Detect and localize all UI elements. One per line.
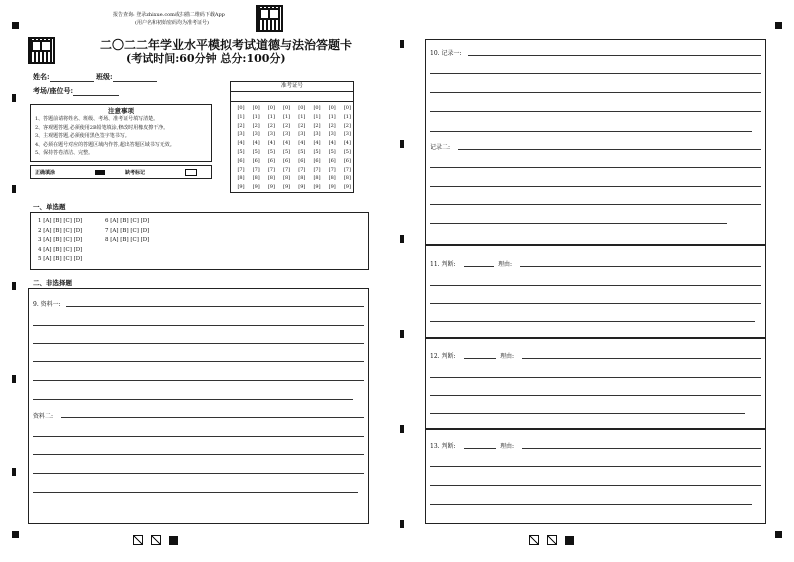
timing-mark <box>12 185 16 193</box>
exam-qr-code <box>28 37 55 64</box>
room-label: 考场/座位号: <box>33 86 74 95</box>
answer-line[interactable] <box>33 361 364 362</box>
answer-line[interactable] <box>33 325 364 326</box>
name-label: 姓名: <box>33 72 50 81</box>
answer-line[interactable] <box>522 358 761 359</box>
digit-bubble[interactable]: [2] <box>267 122 275 129</box>
digit-bubble[interactable]: [5] <box>237 148 245 155</box>
digit-bubble[interactable]: [2] <box>283 122 291 129</box>
q13-reason-label: 理由: <box>500 443 515 450</box>
exam-id-column[interactable] <box>295 104 309 192</box>
digit-bubble[interactable]: [6] <box>313 157 321 164</box>
digit-bubble[interactable]: [9] <box>237 184 245 191</box>
answer-line[interactable] <box>430 285 761 286</box>
exam-id-digit-grid[interactable] <box>231 102 353 194</box>
timing-mark <box>400 235 404 243</box>
section2-title: 二、非选择题 <box>33 279 72 287</box>
q10-label2: 记录二: <box>430 144 451 151</box>
digit-bubble[interactable]: [8] <box>328 175 336 182</box>
digit-bubble[interactable]: [9] <box>343 184 351 191</box>
answer-line[interactable] <box>430 131 752 132</box>
answer-line[interactable] <box>33 399 353 400</box>
digit-bubble[interactable]: [4] <box>252 140 260 147</box>
answer-line[interactable] <box>520 266 761 267</box>
timing-mark <box>775 531 782 538</box>
exam-id-column[interactable] <box>264 104 278 192</box>
exam-id-box[interactable] <box>230 81 354 193</box>
answer-line[interactable] <box>33 454 364 455</box>
digit-bubble[interactable]: [9] <box>298 184 306 191</box>
q12-answer-box[interactable] <box>425 338 766 429</box>
digit-bubble[interactable]: [0] <box>328 105 336 111</box>
digit-bubble[interactable]: [7] <box>328 166 336 173</box>
class-label: 班级: <box>96 72 113 81</box>
timing-mark <box>775 22 782 29</box>
answer-line[interactable] <box>522 448 761 449</box>
timing-mark <box>12 468 16 476</box>
choice-row[interactable]: 1 [A] [B] [C] [D] <box>38 218 83 224</box>
digit-bubble[interactable]: [1] <box>237 113 245 120</box>
digit-bubble[interactable]: [8] <box>313 175 321 182</box>
single-choice-box[interactable] <box>30 212 369 270</box>
answer-line[interactable] <box>430 504 752 505</box>
q11-answer-box[interactable] <box>425 245 766 338</box>
digit-bubble[interactable]: [3] <box>252 131 260 138</box>
digit-bubble[interactable]: [3] <box>283 131 291 138</box>
answer-line[interactable] <box>430 167 761 168</box>
answer-line[interactable] <box>430 204 761 205</box>
answer-line[interactable] <box>430 92 761 93</box>
answer-line[interactable] <box>33 380 364 381</box>
digit-bubble[interactable]: [1] <box>267 113 275 120</box>
digit-bubble[interactable]: [9] <box>252 184 260 191</box>
digit-bubble[interactable]: [7] <box>267 166 275 173</box>
digit-bubble[interactable]: [1] <box>283 113 291 120</box>
answer-line[interactable] <box>430 321 755 322</box>
judge-line[interactable] <box>464 358 496 359</box>
notice-item: 3、主观题答题,必须使用黑色签字笔书写。 <box>35 133 130 139</box>
digit-bubble[interactable]: [7] <box>298 166 306 173</box>
digit-bubble[interactable]: [2] <box>252 122 260 129</box>
digit-bubble[interactable]: [7] <box>343 166 351 173</box>
name-field[interactable] <box>33 72 157 82</box>
answer-line[interactable] <box>458 149 761 150</box>
notice-item: 5、保持答卷清洁、完整。 <box>35 150 94 156</box>
digit-bubble[interactable]: [4] <box>313 140 321 147</box>
choice-row[interactable]: 2 [A] [B] [C] [D] <box>38 227 83 234</box>
digit-bubble[interactable]: [1] <box>298 113 306 120</box>
exam-id-label: 准考证号 <box>231 82 353 92</box>
judge-line[interactable] <box>464 448 496 449</box>
digit-bubble[interactable]: [0] <box>283 105 291 111</box>
notice-box <box>30 104 212 162</box>
q12-reason-label: 理由: <box>500 353 515 360</box>
digit-bubble[interactable]: [6] <box>267 157 275 164</box>
answer-line[interactable] <box>430 223 727 224</box>
fill-correct-label: 正确填涂 <box>35 170 56 176</box>
digit-bubble[interactable]: [3] <box>343 131 351 138</box>
digit-bubble[interactable]: [5] <box>252 148 260 155</box>
query-note: (用户名和初始密码均为准考证号) <box>135 20 209 26</box>
choice-row[interactable]: 8 [A] [B] [C] [D] <box>105 237 150 243</box>
digit-bubble[interactable]: [3] <box>328 131 336 138</box>
digit-bubble[interactable]: [7] <box>237 166 245 173</box>
q10-answer-box[interactable] <box>425 39 766 245</box>
timing-mark <box>12 94 16 102</box>
answer-line[interactable] <box>430 395 761 396</box>
digit-bubble[interactable]: [5] <box>313 148 321 155</box>
digit-bubble[interactable]: [8] <box>283 175 291 182</box>
q12-judge-label: 12. 判断: <box>430 353 456 360</box>
digit-bubble[interactable]: [1] <box>343 113 351 120</box>
answer-line[interactable] <box>430 111 761 112</box>
digit-bubble[interactable]: [4] <box>267 140 275 147</box>
exam-id-column[interactable] <box>340 104 354 192</box>
digit-bubble[interactable]: [8] <box>298 175 306 182</box>
digit-bubble[interactable]: [7] <box>252 166 260 173</box>
q9-answer-box[interactable] <box>28 288 369 524</box>
timing-mark <box>12 375 16 383</box>
q9-label2: 资料二: <box>33 413 54 420</box>
digit-bubble[interactable]: [0] <box>343 105 351 111</box>
filled-bubble-icon <box>95 170 105 175</box>
digit-bubble[interactable]: [9] <box>283 184 291 191</box>
answer-line[interactable] <box>430 377 761 378</box>
digit-bubble[interactable]: [1] <box>252 113 260 120</box>
exam-id-column[interactable] <box>310 104 324 192</box>
judge-line[interactable] <box>464 266 494 267</box>
digit-bubble[interactable]: [5] <box>298 148 306 155</box>
missing-mark-checkbox[interactable] <box>185 169 197 176</box>
digit-bubble[interactable]: [6] <box>343 157 351 164</box>
digit-bubble[interactable]: [2] <box>237 122 245 129</box>
digit-bubble[interactable]: [4] <box>283 140 291 147</box>
section1-title: 一、单选题 <box>33 203 66 211</box>
digit-bubble[interactable]: [7] <box>283 166 291 173</box>
timing-mark <box>400 140 404 148</box>
digit-bubble[interactable]: [7] <box>313 166 321 173</box>
digit-bubble[interactable]: [0] <box>252 105 260 111</box>
answer-line[interactable] <box>33 492 358 493</box>
digit-bubble[interactable]: [6] <box>283 157 291 164</box>
digit-bubble[interactable]: [6] <box>298 157 306 164</box>
digit-bubble[interactable]: [1] <box>313 113 321 120</box>
digit-bubble[interactable]: [3] <box>313 131 321 138</box>
answer-line[interactable] <box>430 186 761 187</box>
bottom-marks-right <box>529 530 574 549</box>
digit-bubble[interactable]: [2] <box>313 122 321 129</box>
digit-bubble[interactable]: [2] <box>298 122 306 129</box>
digit-bubble[interactable]: [8] <box>267 175 275 182</box>
timing-mark <box>12 531 19 538</box>
answer-line[interactable] <box>430 303 761 304</box>
digit-bubble[interactable]: [8] <box>237 175 245 182</box>
answer-line[interactable] <box>430 466 761 467</box>
digit-bubble[interactable]: [5] <box>283 148 291 155</box>
choice-row[interactable]: 7 [A] [B] [C] [D] <box>105 227 150 234</box>
exam-id-column[interactable] <box>280 104 294 192</box>
choice-row[interactable]: 6 [A] [B] [C] [D] <box>105 218 150 224</box>
q11-reason-label: 理由: <box>498 261 513 268</box>
digit-bubble[interactable]: [9] <box>267 184 275 191</box>
digit-bubble[interactable]: [4] <box>298 140 306 147</box>
digit-bubble[interactable]: [2] <box>343 122 351 129</box>
fill-legend <box>30 165 212 179</box>
digit-bubble[interactable]: [1] <box>328 113 336 120</box>
digit-bubble[interactable]: [5] <box>328 148 336 155</box>
timing-mark <box>400 330 404 338</box>
q13-answer-box[interactable] <box>425 429 766 524</box>
q10-label: 10. 记录一: <box>430 50 462 57</box>
answer-line[interactable] <box>33 473 364 474</box>
answer-line[interactable] <box>430 413 745 414</box>
q13-judge-label: 13. 判断: <box>430 443 456 450</box>
digit-bubble[interactable]: [4] <box>237 140 245 147</box>
query-line: 报告查询: 登录zhixue.com或扫描二维码下载App <box>113 12 225 18</box>
q9-label: 9. 资料一: <box>33 301 61 308</box>
choice-row[interactable]: 3 [A] [B] [C] [D] <box>38 237 83 243</box>
answer-line[interactable] <box>33 436 364 437</box>
answer-line[interactable] <box>430 485 761 486</box>
timing-mark <box>12 282 16 290</box>
notice-title: 注意事项 <box>108 107 134 115</box>
choice-row[interactable]: 4 [A] [B] [C] [D] <box>38 246 83 253</box>
exam-id-column[interactable] <box>249 104 263 192</box>
digit-bubble[interactable]: [3] <box>267 131 275 138</box>
digit-bubble[interactable]: [8] <box>252 175 260 182</box>
exam-id-column[interactable] <box>234 104 248 192</box>
answer-line[interactable] <box>468 55 761 56</box>
digit-bubble[interactable]: [9] <box>328 184 336 191</box>
app-qr-code <box>256 5 283 32</box>
digit-bubble[interactable]: [8] <box>343 175 351 182</box>
digit-bubble[interactable]: [6] <box>237 157 245 164</box>
digit-bubble[interactable]: [0] <box>267 105 275 111</box>
digit-bubble[interactable]: [4] <box>343 140 351 147</box>
timing-mark <box>400 40 404 48</box>
bottom-marks-left <box>133 530 178 549</box>
notice-item: 1、答题前请将姓名、班级、考场、准考证号填写清楚。 <box>35 116 159 122</box>
answer-line[interactable] <box>430 73 761 74</box>
answer-line[interactable] <box>66 306 364 307</box>
choice-row[interactable]: 5 [A] [B] [C] [D] <box>38 256 83 262</box>
digit-bubble[interactable]: [3] <box>237 131 245 138</box>
digit-bubble[interactable]: [6] <box>328 157 336 164</box>
answer-line[interactable] <box>61 417 364 418</box>
timing-mark <box>12 22 19 29</box>
room-field[interactable] <box>33 86 119 96</box>
q11-judge-label: 11. 判断: <box>430 261 456 268</box>
digit-bubble[interactable]: [0] <box>237 105 245 111</box>
answer-line[interactable] <box>33 343 364 344</box>
timing-mark <box>400 425 404 433</box>
digit-bubble[interactable]: [4] <box>328 140 336 147</box>
digit-bubble[interactable]: [3] <box>298 131 306 138</box>
page-subtitle: (考试时间:60分钟 总分:100分) <box>126 52 286 65</box>
notice-item: 2、客观题答题,必须使用2B铅笔填涂,修改时用橡皮擦干净。 <box>35 124 169 131</box>
digit-bubble[interactable]: [0] <box>298 105 306 111</box>
digit-bubble[interactable]: [2] <box>328 122 336 129</box>
digit-bubble[interactable]: [0] <box>313 105 321 111</box>
missing-mark-label: 缺考标记 <box>125 170 146 176</box>
digit-bubble[interactable]: [5] <box>267 148 275 155</box>
digit-bubble[interactable]: [9] <box>313 184 321 191</box>
timing-mark <box>400 520 404 528</box>
page-title: 二〇二二年学业水平模拟考试道德与法治答题卡 <box>100 38 353 52</box>
exam-id-column[interactable] <box>325 104 339 192</box>
digit-bubble[interactable]: [6] <box>252 157 260 164</box>
digit-bubble[interactable]: [5] <box>343 148 351 155</box>
notice-item: 4、必须在题号对应的答题区域内作答,超出答题区域书写无效。 <box>35 141 175 148</box>
